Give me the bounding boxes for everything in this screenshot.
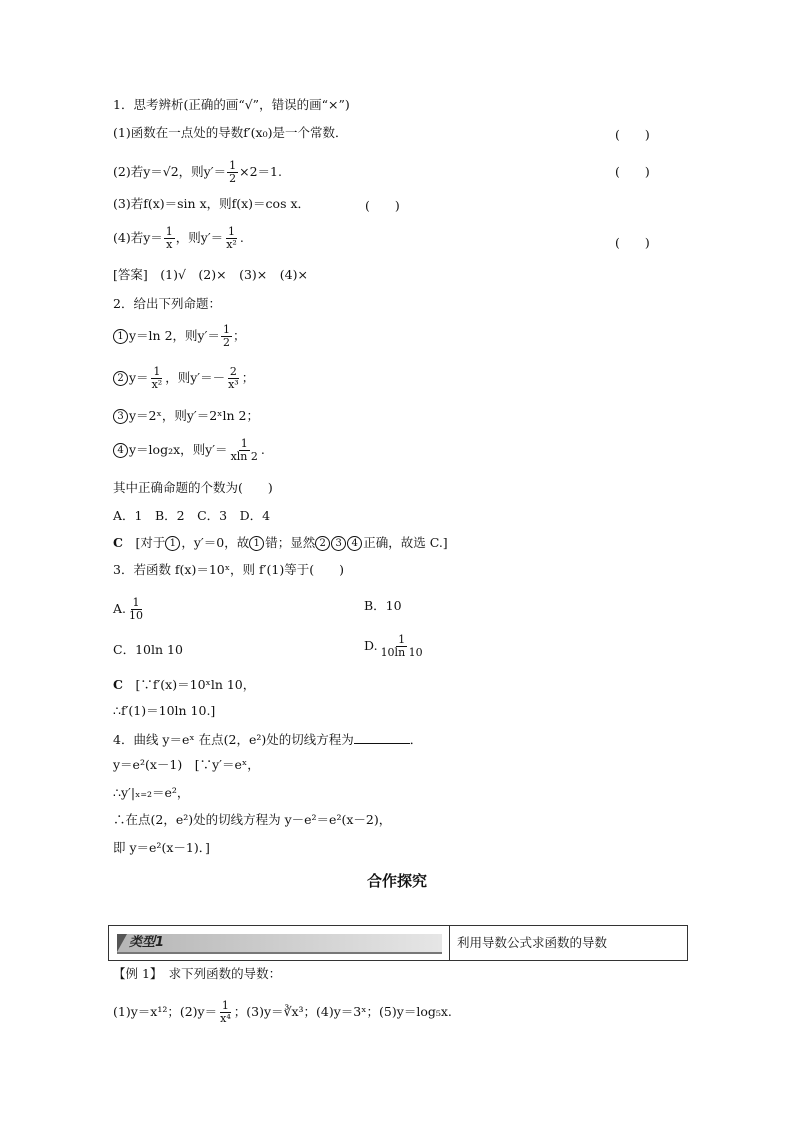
q1-item-3: (3)若f(x)＝sin x，则f(x)＝cos x．	[113, 196, 311, 211]
fraction	[229, 438, 260, 463]
type-topic: 利用导数公式求函数的导数	[457, 935, 608, 950]
section-title: 合作探究	[366, 872, 427, 890]
q3-answer-1-text: [∵f′(x)＝10ˣln 10，	[135, 677, 256, 692]
fraction	[150, 366, 165, 391]
fraction	[226, 366, 241, 391]
q1-item-4-paren: ( )	[615, 235, 650, 250]
q4-line-2: ∴y′|ₓ₌₂＝e²，	[113, 785, 190, 800]
q3-option-a-label: A.	[113, 601, 127, 616]
answer-blank	[354, 731, 410, 744]
example-line	[113, 1000, 452, 1025]
q4-line-4: 即 y＝e²(x－1)．]	[113, 840, 210, 855]
q3-option-b: B．10	[364, 598, 402, 613]
circled-number: 3	[331, 536, 346, 551]
q2-item-2-mid: ，则y′＝－	[165, 370, 226, 385]
q2-item-2-post: ；	[241, 370, 255, 385]
q2-item-4-pre: y＝log₂x，则y′＝	[129, 442, 228, 457]
q2-options: A．1 B．2 C．3 D．4	[113, 508, 271, 523]
q2-answer-b: ，y′＝0，故	[181, 535, 250, 550]
denominator: x	[166, 238, 173, 251]
q2-item-4	[113, 438, 265, 463]
circled-number: 4	[113, 443, 128, 458]
q2-answer-letter: C	[113, 535, 123, 550]
q2-item-4-post: .	[260, 442, 265, 457]
q1-item-4-post: .	[239, 230, 244, 245]
q3-answer-2: ∴f′(1)＝10ln 10.]	[113, 703, 216, 718]
q1-title: 1．思考辨析(正确的画“√”，错误的画“×”)	[113, 97, 350, 112]
numerator: 2	[229, 365, 237, 378]
q2-item-1	[113, 324, 245, 349]
q4-line-1: y＝e²(x－1) [∵y′＝eˣ，	[113, 757, 260, 772]
q2-question: 其中正确命题的个数为( )	[113, 480, 273, 495]
fraction	[127, 597, 145, 622]
q1-item-1-paren: ( )	[615, 127, 650, 142]
type-label: 类型1	[129, 935, 165, 950]
numerator: 1	[132, 596, 140, 609]
numerator: 1	[153, 365, 161, 378]
q2-title: 2．给出下列命题：	[113, 296, 221, 311]
q2-item-3	[113, 408, 259, 424]
fraction	[218, 1000, 233, 1025]
q3-answer-letter: C	[113, 677, 123, 692]
numerator: 1	[240, 437, 248, 450]
q1-item-4-pre: (4)若y＝	[113, 230, 163, 245]
q2-item-3-text: y＝2ˣ，则y′＝2ˣln 2；	[129, 408, 259, 423]
q4-title	[113, 731, 422, 748]
q3-option-d-label: D.	[364, 638, 378, 653]
q1-item-1: (1)函数在一点处的导数f′(x₀)是一个常数．	[113, 125, 348, 140]
circled-number: 2	[315, 536, 330, 551]
circled-number: 3	[113, 409, 128, 424]
denominator: 10ln 10	[380, 646, 423, 659]
numerator: 1	[228, 225, 235, 238]
q3-title: 3．若函数 f(x)＝10ˣ，则 f′(1)等于( )	[113, 562, 344, 577]
circled-number: 1	[249, 536, 264, 551]
fraction	[164, 226, 175, 251]
q4-title-pre: 4．曲线 y＝eˣ 在点(2，e²)处的切线方程为	[113, 732, 354, 747]
numerator: 1	[165, 225, 173, 238]
q2-item-2	[113, 366, 254, 391]
q3-option-d	[364, 634, 426, 659]
q2-item-2-pre: y＝	[129, 370, 149, 385]
q4-line-3: ∴在点(2，e²)处的切线方程为 y－e²＝e²(x－2)，	[113, 812, 392, 827]
circled-number: 1	[165, 536, 180, 551]
denominator: 2	[222, 336, 230, 349]
example-title: 【例 1】 求下列函数的导数：	[113, 966, 282, 981]
type-box	[108, 925, 688, 961]
denominator: x²	[226, 238, 237, 251]
q2-answer	[113, 535, 448, 551]
q1-item-2-post: ×2＝1.	[239, 164, 282, 179]
q2-answer-d: 正确，故选 C.]	[363, 535, 448, 550]
q1-item-2-paren: ( )	[615, 164, 650, 179]
q2-answer-a: [对于	[135, 535, 166, 550]
numerator: 1	[229, 159, 237, 172]
fraction	[227, 160, 238, 185]
q1-item-3-paren: ( )	[365, 198, 400, 213]
q4-title-post: ．	[409, 732, 423, 747]
q2-answer-c: 错；显然	[265, 535, 316, 550]
denominator: xln 2	[230, 450, 258, 463]
example-line-pre: (1)y＝x¹²；(2)y＝	[113, 1004, 218, 1019]
circled-number: 4	[347, 536, 362, 551]
denominator: 2	[229, 172, 237, 185]
q1-item-4-mid: ，则y′＝	[175, 230, 224, 245]
q1-item-4	[113, 226, 244, 251]
numerator: 1	[221, 999, 229, 1012]
banner-triangle-icon	[117, 934, 127, 952]
q3-option-a	[113, 597, 146, 622]
numerator: 1	[222, 323, 230, 336]
q1-answer: [答案] (1)√ (2)× (3)× (4)×	[113, 267, 308, 282]
q1-item-2	[113, 160, 282, 185]
circled-number: 2	[113, 371, 128, 386]
denominator: x³	[228, 378, 239, 391]
example-line-post: ；(3)y＝∛x³；(4)y＝3ˣ；(5)y＝log₅x.	[233, 1004, 452, 1019]
q3-answer-1	[113, 677, 255, 693]
circled-number: 1	[113, 329, 128, 344]
fraction	[224, 226, 239, 251]
q1-item-2-pre: (2)若y＝√2，则y′＝	[113, 164, 227, 179]
q2-item-1-post: ；	[232, 328, 246, 343]
q3-option-c: C．10ln 10	[113, 642, 183, 657]
denominator: x⁴	[220, 1012, 231, 1025]
fraction	[379, 634, 425, 659]
numerator: 1	[398, 633, 406, 646]
denominator: x²	[151, 378, 163, 391]
type-box-left	[109, 926, 450, 960]
q2-item-1-pre: y＝ln 2，则y′＝	[129, 328, 220, 343]
type-banner	[117, 934, 442, 954]
fraction	[221, 324, 232, 349]
denominator: 10	[129, 609, 144, 622]
